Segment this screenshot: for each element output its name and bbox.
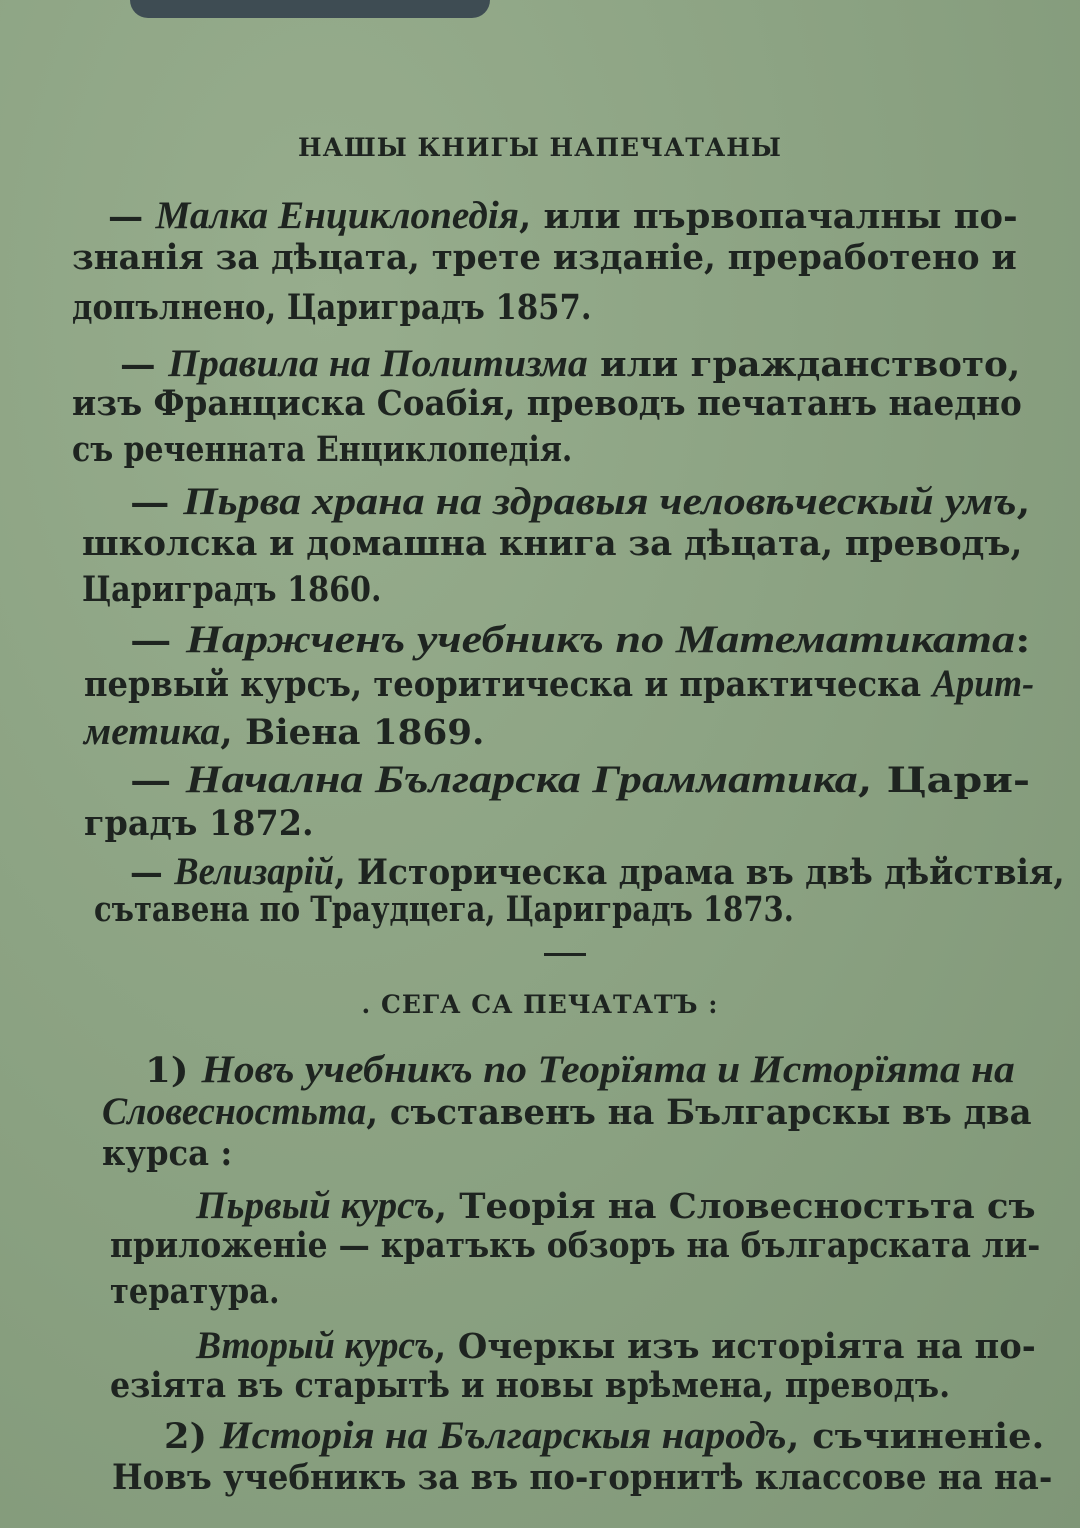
text-line xyxy=(102,1133,233,1174)
text-segment: градъ 1872. xyxy=(84,803,314,844)
italic-title: Пьрвый курсъ xyxy=(196,1184,435,1227)
text-line xyxy=(145,1050,1015,1089)
text-line xyxy=(130,852,1065,891)
italic-title: Наржченъ учебникъ по Математиката xyxy=(185,618,1016,661)
italic-title: Пьрва храна на здравыя человѣческый умъ xyxy=(183,480,1017,523)
text-line xyxy=(112,1457,1053,1498)
text-segment: езіята въ старытѣ и новы врѣмена, преводъ. xyxy=(110,1365,951,1406)
text-segment: — xyxy=(130,482,184,523)
text-segment: изъ Франциска Соабія, преводъ печатанъ наедно xyxy=(72,383,1022,424)
text-line xyxy=(102,1092,1032,1131)
cover-edge xyxy=(130,0,490,18)
text-line xyxy=(82,523,1023,564)
text-segment: , xyxy=(1016,482,1031,523)
text-segment: съ реченната Енциклопедія. xyxy=(72,429,573,470)
text-line xyxy=(120,344,1020,383)
text-segment: 2) xyxy=(164,1416,220,1457)
text-line xyxy=(164,1416,1044,1455)
text-line xyxy=(84,664,1034,703)
italic-title: Правила на Политизма xyxy=(168,342,588,385)
text-line xyxy=(130,482,1030,521)
text-segment: , Очеркы изъ исторіята на по- xyxy=(434,1326,1036,1367)
italic-title: Малка Енциклопедія xyxy=(155,194,519,237)
text-segment: : xyxy=(1015,620,1031,661)
text-segment: допълнено, Цариградъ 1857. xyxy=(72,287,592,328)
text-line xyxy=(130,760,1030,799)
text-segment: сътавена по Траудцега, Цариградъ 1873. xyxy=(94,889,794,930)
text-segment: знанія за дѣцата, трете изданіе, преработено и xyxy=(72,237,1017,278)
text-segment: — xyxy=(120,344,169,385)
text-segment: приложеніе — кратъкъ обзоръ на българската ли- xyxy=(110,1225,1041,1266)
text-segment: — xyxy=(108,196,156,237)
text-line xyxy=(72,383,1022,424)
text-line xyxy=(196,1326,1036,1365)
italic-title: метика xyxy=(84,710,221,753)
text-line xyxy=(72,287,592,328)
text-segment: , съставенъ на Българскы въ два xyxy=(366,1092,1032,1133)
italic-title: Велизарій xyxy=(174,850,335,893)
text-line xyxy=(110,1225,1041,1266)
text-segment: первый курсъ, теоритическа и практическа xyxy=(84,664,933,705)
text-line xyxy=(72,429,573,470)
text-line xyxy=(108,196,1018,235)
italic-title: Начална Българска Грамматика xyxy=(185,758,858,801)
text-line xyxy=(110,1365,951,1406)
text-segment: Новъ учебникъ за въ по-горнитѣ классове на на- xyxy=(112,1457,1053,1498)
text-segment: , или първопачалны по- xyxy=(518,196,1018,237)
text-segment: курса : xyxy=(102,1133,233,1174)
text-line xyxy=(84,803,314,844)
text-segment: 1) xyxy=(145,1050,202,1091)
heading-now-printing: . СЕГА СА ПЕЧАТАТЪ : xyxy=(361,990,719,1019)
text-line xyxy=(72,237,1017,278)
text-line xyxy=(196,1186,1036,1225)
text-line xyxy=(130,620,1030,659)
text-segment: или гражданството, xyxy=(587,344,1021,385)
text-line xyxy=(84,712,484,751)
text-segment: , Историческа драма въ двѣ дѣйствія, xyxy=(334,852,1065,893)
italic-title: Новъ учебникъ по Теорїята и Исторїята на xyxy=(201,1048,1015,1091)
text-segment: — xyxy=(130,760,186,801)
text-segment: Цариградъ 1860. xyxy=(82,569,382,610)
text-segment: , съчиненіе. xyxy=(786,1416,1045,1457)
text-segment: , Теорія на Словесностьта съ xyxy=(434,1186,1036,1227)
heading-printed-books: НАШЫ КНИГЫ НАПЕЧАТАНЫ xyxy=(298,133,782,162)
text-segment: тература. xyxy=(110,1271,280,1312)
text-line xyxy=(94,889,794,930)
italic-title: Арит- xyxy=(932,662,1035,705)
text-line xyxy=(110,1271,280,1312)
italic-title: Словесностьта xyxy=(102,1090,367,1133)
text-segment: — xyxy=(130,620,186,661)
italic-title: Вторый курсъ xyxy=(196,1324,435,1367)
text-segment: школска и домашна книга за дѣцата, преводъ, xyxy=(82,523,1023,564)
text-segment: , Віена 1869. xyxy=(220,712,485,753)
text-line xyxy=(82,569,382,610)
italic-title: Исторія на Българскыя народъ xyxy=(219,1414,787,1457)
text-segment: — xyxy=(130,852,175,893)
section-divider xyxy=(544,953,586,956)
text-segment: , Цари- xyxy=(857,760,1031,801)
